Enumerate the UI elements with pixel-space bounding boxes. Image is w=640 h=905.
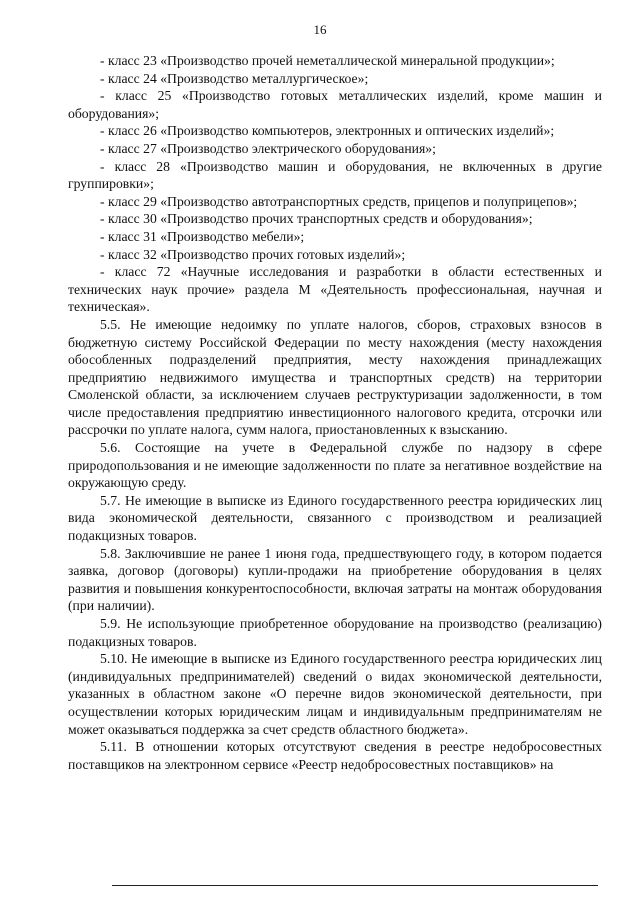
clause-5-11: 5.11. В отношении которых отсутствуют сведения в реестре недобросовестных поставщиков на электронном сервисе «Реестр недобросовестных поставщиков» на	[68, 739, 602, 772]
clause-5-7: 5.7. Не имеющие в выписке из Единого государственного реестра юридических лиц вида экономической деятельности, связанного с производством и реализацией подакцизных товаров.	[68, 492, 602, 544]
list-item-class-25: - класс 25 «Производство готовых металлических изделий, кроме машин и оборудования»;	[68, 88, 602, 121]
clause-5-5: 5.5. Не имеющие недоимку по уплате налогов, сборов, страховых взносов в бюджетную систему Российской Федерации по месту нахождения (месту нахождения обособленных подразделений предприятия, месту нахождения принадлежащих предприятию недвижимого имущества и транспортных средств) на территории Смоленской области, за исключением случаев реструктуризации задолженности, в том числе предоставления предприятию инвестиционного налогового кредита, отсрочки или рассрочки по уплате налога, сумм налога, приостановленных к взысканию.	[68, 316, 602, 438]
list-item-class-26: - класс 26 «Производство компьютеров, электронных и оптических изделий»;	[100, 123, 555, 139]
list-item-class-29: - класс 29 «Производство автотранспортных средств, прицепов и полуприцепов»;	[100, 193, 578, 209]
clause-5-8: 5.8. Заключившие не ранее 1 июня года, предшествующего году, в котором подается заявка, договор (договоры) купли-продажи на приобретение оборудования в целях развития и повышения конкурентоспособности, включая затраты на монтаж оборудования (при наличии).	[68, 545, 602, 614]
page-number: 16	[313, 22, 327, 37]
clause-5-10: 5.10. Не имеющие в выписке из Единого государственного реестра юридических лиц (индивидуальных предпринимателей) сведений о видах экономической деятельности, указанных в областном законе «О перечне видов экономической деятельности, при осуществлении которых юридическим лицам и индивидуальным предпринимателям не может оказываться поддержка за счет средств областного бюджета».	[68, 651, 602, 737]
document-body	[68, 52, 602, 773]
clause-5-6: 5.6. Состоящие на учете в Федеральной службе по надзору в сфере природопользования и не имеющие задолженности по плате за негативное воздействие на окружающую среду.	[68, 440, 602, 491]
list-item-class-24: - класс 24 «Производство металлургическое»;	[100, 70, 369, 86]
footer-rule	[112, 885, 598, 886]
clause-5-9: 5.9. Не использующие приобретенное оборудование на производство (реализацию) подакцизных товаров.	[68, 616, 602, 649]
list-item-class-30: - класс 30 «Производство прочих транспортных средств и оборудования»;	[100, 211, 533, 227]
list-item-class-72: - класс 72 «Научные исследования и разработки в области естественных и технических наук прочие» раздела M «Деятельность профессиональная, научная и техническая».	[68, 264, 602, 315]
list-item-class-27: - класс 27 «Производство электрического оборудования»;	[100, 140, 436, 156]
list-item-class-31: - класс 31 «Производство мебели»;	[100, 228, 305, 244]
list-item-class-28: - класс 28 «Производство машин и оборудования, не включенных в другие группировки»;	[68, 158, 602, 192]
list-item-class-32: - класс 32 «Производство прочих готовых изделий»;	[100, 246, 406, 262]
list-item-class-23: - класс 23 «Производство прочей неметаллической минеральной продукции»;	[100, 53, 555, 68]
